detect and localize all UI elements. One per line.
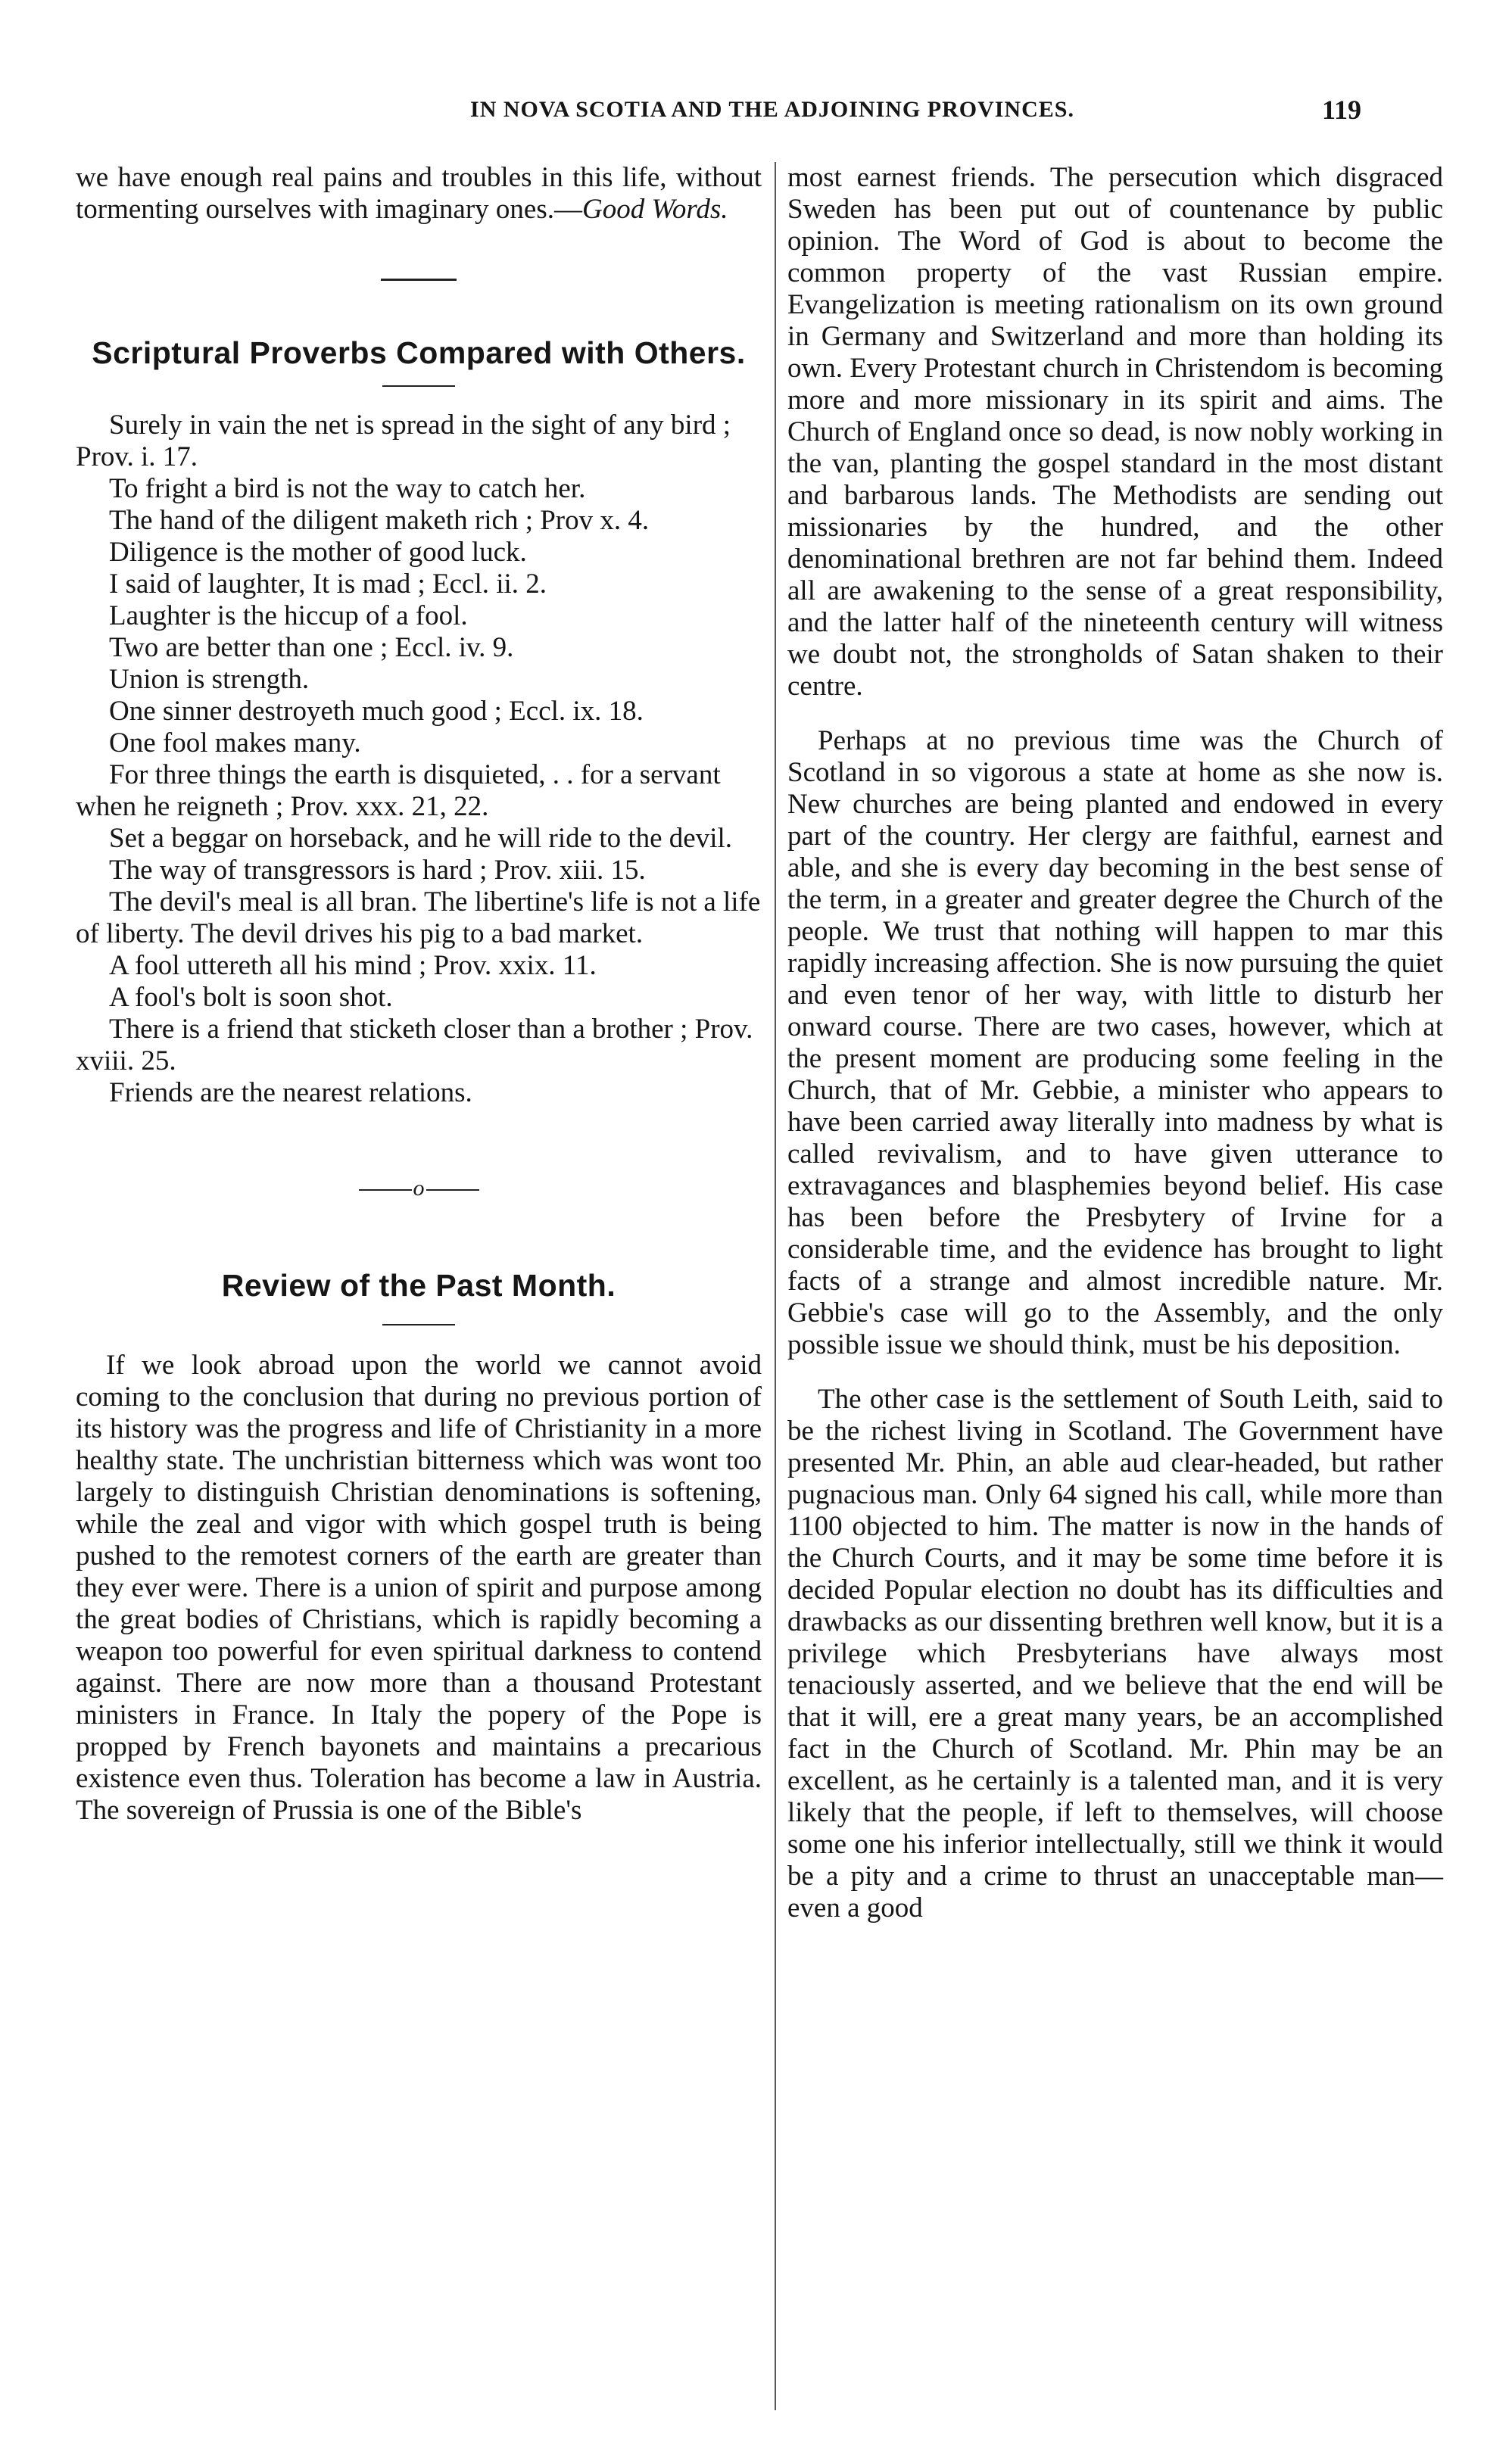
- ornament-line-right: [426, 1189, 479, 1191]
- ornament-mark: o: [413, 1176, 425, 1201]
- proverb-item: The way of transgressors is hard ; Prov. xiii. 15.: [109, 855, 646, 886]
- proverb-item: Laughter is the hiccup of a fool.: [109, 600, 468, 631]
- ornament-line-left: [359, 1189, 412, 1191]
- church-of-scotland-paragraph: Perhaps at no previous time was the Church of Scotland in so vigorous a state at home as she now is. New churches are being planted and endowed in every part of the country. Her clergy are faithful, earnest and able, and she is every day becoming in the best sense of the term, in a greater and greater degree the Church of the people. We trust that nothing will happen to mar this rapidly increasing affection. She is now pursuing the quiet and even tenor of her way, with little to disturb her onward course. There are two cases, however, which at the present moment are producing some feeling in the Church, that of Mr. Gebbie, a minister who appears to have been carried away literally into madness by what is called revivalism, and to have given utterance to extravagances and blasphemies beyond belief. His case has been before the Presbytery of Irvine for a considerable time, and the evidence has brought to light facts of a strange and almost incredible nature. Mr. Gebbie's case will go to the Assembly, and the only possible issue we should think, must be his deposition.: [787, 725, 1443, 1360]
- title-rule: [382, 1324, 455, 1325]
- running-header: IN NOVA SCOTIA AND THE ADJOINING PROVINCES.: [470, 97, 1074, 122]
- proverb-item: Set a beggar on horseback, and he will ride to the devil.: [109, 823, 732, 854]
- review-section-title: Review of the Past Month.: [221, 1268, 616, 1303]
- section-separator: [381, 279, 457, 281]
- proverb-item: Union is strength.: [109, 664, 310, 695]
- proverb-item: Two are better than one ; Eccl. iv. 9.: [109, 632, 514, 663]
- proverb-item: To fright a bird is not the way to catch her.: [109, 473, 586, 504]
- proverb-item: For three things the earth is disquieted, . . for a servant when he reigneth ; Prov. xxx. 21, 22.: [76, 759, 721, 822]
- review-paragraph: If we look abroad upon the world we cannot avoid coming to the conclusion that during no previous portion of its history was the progress and life of Christianity in a more healthy state. The unchristian bitterness which was wont too largely to distinguish Christian denominations is softening, while the zeal and vigor with which gospel truth is being pushed to the remotest corners of the earth are greater than they ever were. There is a union of spirit and purpose among the great bodies of Christians, which is rapidly becoming a weapon too powerful for even spiritual darkness to contend against. There are now more than a thousand Protestant ministers in France. In Italy the popery of the Pope is propped by French bayonets and maintains a precarious existence even thus. Toleration has become a law in Austria. The sovereign of Prussia is one of the Bible's: [76, 1350, 762, 1826]
- continued-paragraph: most earnest friends. The persecution which disgraced Sweden has been put out of countenance by public opinion. The Word of God is about to become the common property of the vast Russian empire. Evangelization is meeting rationalism on its own ground in Germany and Switzerland and more than holding its own. Every Protestant church in Christendom is becoming more and more missionary in its spirit and aims. The Church of England once so dead, is now nobly working in the van, planting the gospel standard in the most distant and barbarous lands. The Methodists are sending out missionaries by the hundred, and the other denominational brethren are not far behind them. Indeed all are awakening to the sense of a great responsibility, and the latter half of the nineteenth century will witness we doubt not, the strongholds of Satan shaken to their centre.: [787, 162, 1443, 702]
- proverbs-section-title: Scriptural Proverbs Compared with Others.: [92, 335, 746, 370]
- proverb-item: A fool's bolt is soon shot.: [109, 982, 393, 1013]
- proverb-item: I said of laughter, It is mad ; Eccl. ii. 2.: [109, 568, 547, 600]
- proverb-item: Diligence is the mother of good luck.: [109, 537, 527, 568]
- opening-source: Good Words.: [581, 194, 728, 225]
- left-column: [76, 162, 762, 1827]
- proverb-item: Surely in vain the net is spread in the sight of any bird ; Prov. i. 17.: [76, 410, 731, 472]
- ornament-separator: [76, 1177, 762, 1200]
- proverbs-list: [76, 410, 762, 1109]
- proverb-item: One fool makes many.: [109, 727, 361, 759]
- opening-text: we have enough real pains and troubles in this life, without tormenting ourselves with imaginary ones.—: [76, 162, 762, 225]
- proverb-item: One sinner destroyeth much good ; Eccl. ix. 18.: [109, 696, 644, 727]
- proverb-item: The hand of the diligent maketh rich ; Prov x. 4.: [109, 505, 650, 536]
- title-rule: [382, 385, 455, 387]
- proverb-item: The devil's meal is all bran. The libertine's life is not a life of liberty. The devil drives his pig to a bad market.: [76, 886, 761, 949]
- proverb-item: Friends are the nearest relations.: [109, 1077, 472, 1108]
- proverb-item: A fool uttereth all his mind ; Prov. xxix. 11.: [109, 950, 597, 981]
- south-leith-paragraph: The other case is the settlement of South Leith, said to be the richest living in Scotland. The Government have presented Mr. Phin, an able aud clear-headed, but rather pugnacious man. Only 64 signed his call, while more than 1100 objected to him. The matter is now in the hands of the Church Courts, and it may be some time before it is decided Popular election no doubt has its difficulties and drawbacks as our dissenting brethren well know, but it is a privilege which Presbyterians have always most tenaciously asserted, and we believe that the end will be that it will, ere a great many years, be an accomplished fact in the Church of Scotland. Mr. Phin may be an excellent, as he certainly is a talented man, and it is very likely that the people, if left to themselves, will choose some one his inferior intellectually, still we think it would be a pity and a crime to thrust an unacceptable man—even a good: [787, 1384, 1443, 1924]
- column-divider: [775, 162, 776, 2410]
- right-column: [787, 162, 1443, 1924]
- page-number: 119: [1322, 95, 1362, 125]
- opening-paragraph: [76, 162, 762, 226]
- proverb-item: There is a friend that sticketh closer than a brother ; Prov. xviii. 25.: [76, 1014, 753, 1076]
